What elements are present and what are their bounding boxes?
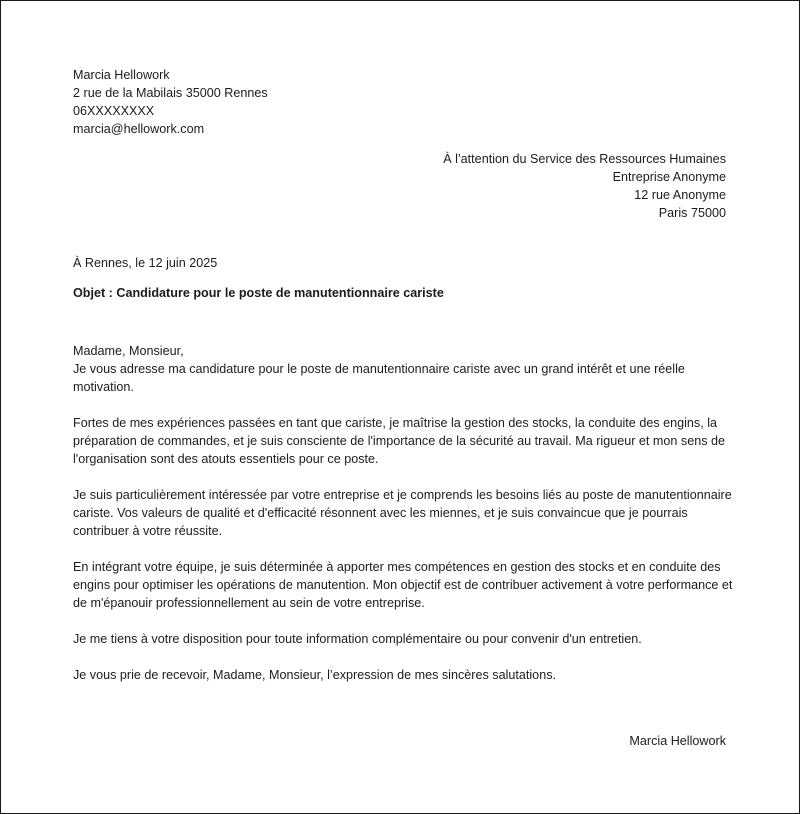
recipient-block [443,150,726,222]
letter-body [73,342,733,702]
sender-phone: 06XXXXXXXX [73,104,155,118]
recipient-city: Paris 75000 [658,206,726,220]
sender-email: marcia@hellowork.com [73,122,205,136]
sender-address: 2 rue de la Mabilais 35000 Rennes [73,86,268,100]
recipient-company: Entreprise Anonyme [612,170,726,184]
recipient-street: 12 rue Anonyme [634,188,726,202]
paragraph: Fortes de mes expériences passées en tant que cariste, je maîtrise la gestion des stocks, la conduite des engins, la préparation de commandes, et je suis consciente de l'importance de la sécurité au travail. Ma rigueur et mon sens de l'organisation sont des atouts essentiels pour ce poste. [73,416,726,466]
date-line: À Rennes, le 12 juin 2025 [73,256,218,270]
sender-block [73,66,268,138]
salutation: Madame, Monsieur, [73,344,184,358]
paragraph: Je vous adresse ma candidature pour le poste de manutentionnaire cariste avec un grand intérêt et une réelle motivation. [73,362,685,394]
paragraph: Je me tiens à votre disposition pour toute information complémentaire ou pour convenir d'un entretien. [73,632,642,646]
paragraph: En intégrant votre équipe, je suis déterminée à apporter mes compétences en gestion des stocks et en conduite des engins pour optimiser les opérations de manutention. Mon objectif est de contribuer activement à votre performance et de m'épanouir professionnellement au sein de votre entreprise. [73,560,733,610]
sender-name: Marcia Hellowork [73,68,170,82]
signature: Marcia Hellowork [629,734,726,748]
closing-paragraph: Je vous prie de recevoir, Madame, Monsieur, l’expression de mes sincères salutations. [73,668,556,682]
recipient-attention: À l’attention du Service des Ressources Humaines [443,152,726,166]
paragraph: Je suis particulièrement intéressée par votre entreprise et je comprends les besoins liés au poste de manutentionnaire cariste. Vos valeurs de qualité et d'efficacité résonnent avec les miennes, et je suis convaincue que je pourrais contribuer à votre réussite. [73,488,732,538]
subject-line: Objet : Candidature pour le poste de manutentionnaire cariste [73,286,444,300]
